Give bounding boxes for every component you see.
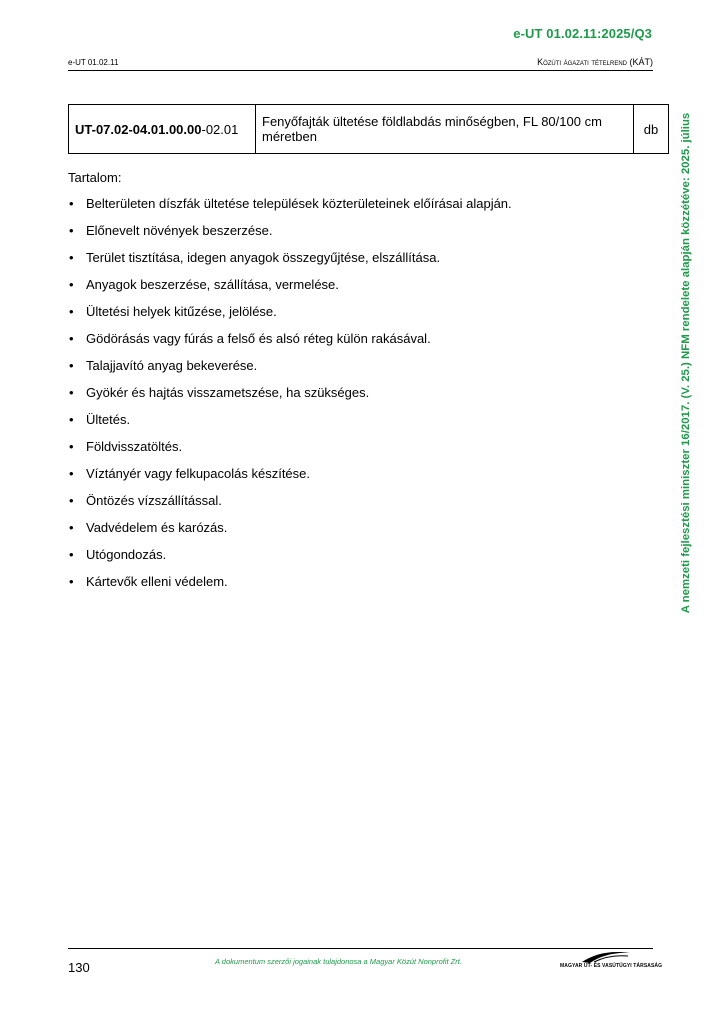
list-item: • Terület tisztítása, idegen anyagok összegyűjtése, elszállítása.: [68, 250, 512, 277]
document-code: e-UT 01.02.11:2025/Q3: [513, 26, 652, 41]
company-logo: [560, 950, 663, 972]
list-item: • Anyagok beszerzése, szállítása, vermelése.: [68, 277, 512, 304]
header-right-text: Közúti ágazati tételrend (KÁT): [537, 57, 653, 67]
content-label: Tartalom:: [68, 170, 122, 185]
header-left-text: e-UT 01.02.11: [68, 58, 119, 67]
list-item: • Előnevelt növények beszerzése.: [68, 223, 512, 250]
list-item: • Vadvédelem és karózás.: [68, 520, 512, 547]
list-item: • Ültetés.: [68, 412, 512, 439]
side-publication-text: A nemzeti fejlesztési miniszter 16/2017. (V. 25.) NFM rendelete alapján közzétéve: 2025. július: [680, 112, 692, 613]
list-item: • Belterületen díszfák ültetése települések közterületeinek előírásai alapján.: [68, 196, 512, 223]
item-unit: db: [634, 105, 669, 154]
list-item: • Utógondozás.: [68, 547, 512, 574]
item-code-main: UT-07.02-04.01.00.00: [75, 121, 202, 137]
logo-text: MAGYAR ÚT- ÉS VASÚTÜGYI TÁRSASÁG: [560, 963, 663, 969]
item-code-cell: [69, 105, 256, 154]
running-header: [68, 57, 653, 71]
list-item: • Talajjavító anyag bekeverése.: [68, 358, 512, 385]
road-swoosh-icon: [580, 950, 632, 964]
content-list: [68, 196, 512, 601]
list-item: • Öntözés vízszállítással.: [68, 493, 512, 520]
copyright-notice: A dokumentum szerzői jogainak tulajdonosa a Magyar Közút Nonprofit Zrt.: [215, 957, 462, 966]
list-item: • Víztányér vagy felkupacolás készítése.: [68, 466, 512, 493]
item-table: [68, 104, 669, 154]
list-item: • Ültetési helyek kitűzése, jelölése.: [68, 304, 512, 331]
item-code-suffix: -02.01: [201, 121, 239, 137]
item-row: [69, 105, 669, 154]
list-item: • Gödörásás vagy fúrás a felső és alsó réteg külön rakásával.: [68, 331, 512, 358]
item-description: Fenyőfajták ültetése földlabdás minőségben, FL 80/100 cm méretben: [256, 105, 634, 154]
list-item: • Földvisszatöltés.: [68, 439, 512, 466]
list-item: • Kártevők elleni védelem.: [68, 574, 512, 601]
list-item: • Gyökér és hajtás visszametszése, ha szükséges.: [68, 385, 512, 412]
side-publication-note: [676, 96, 696, 629]
page-number: 130: [68, 960, 90, 975]
footer-divider: [68, 948, 653, 949]
